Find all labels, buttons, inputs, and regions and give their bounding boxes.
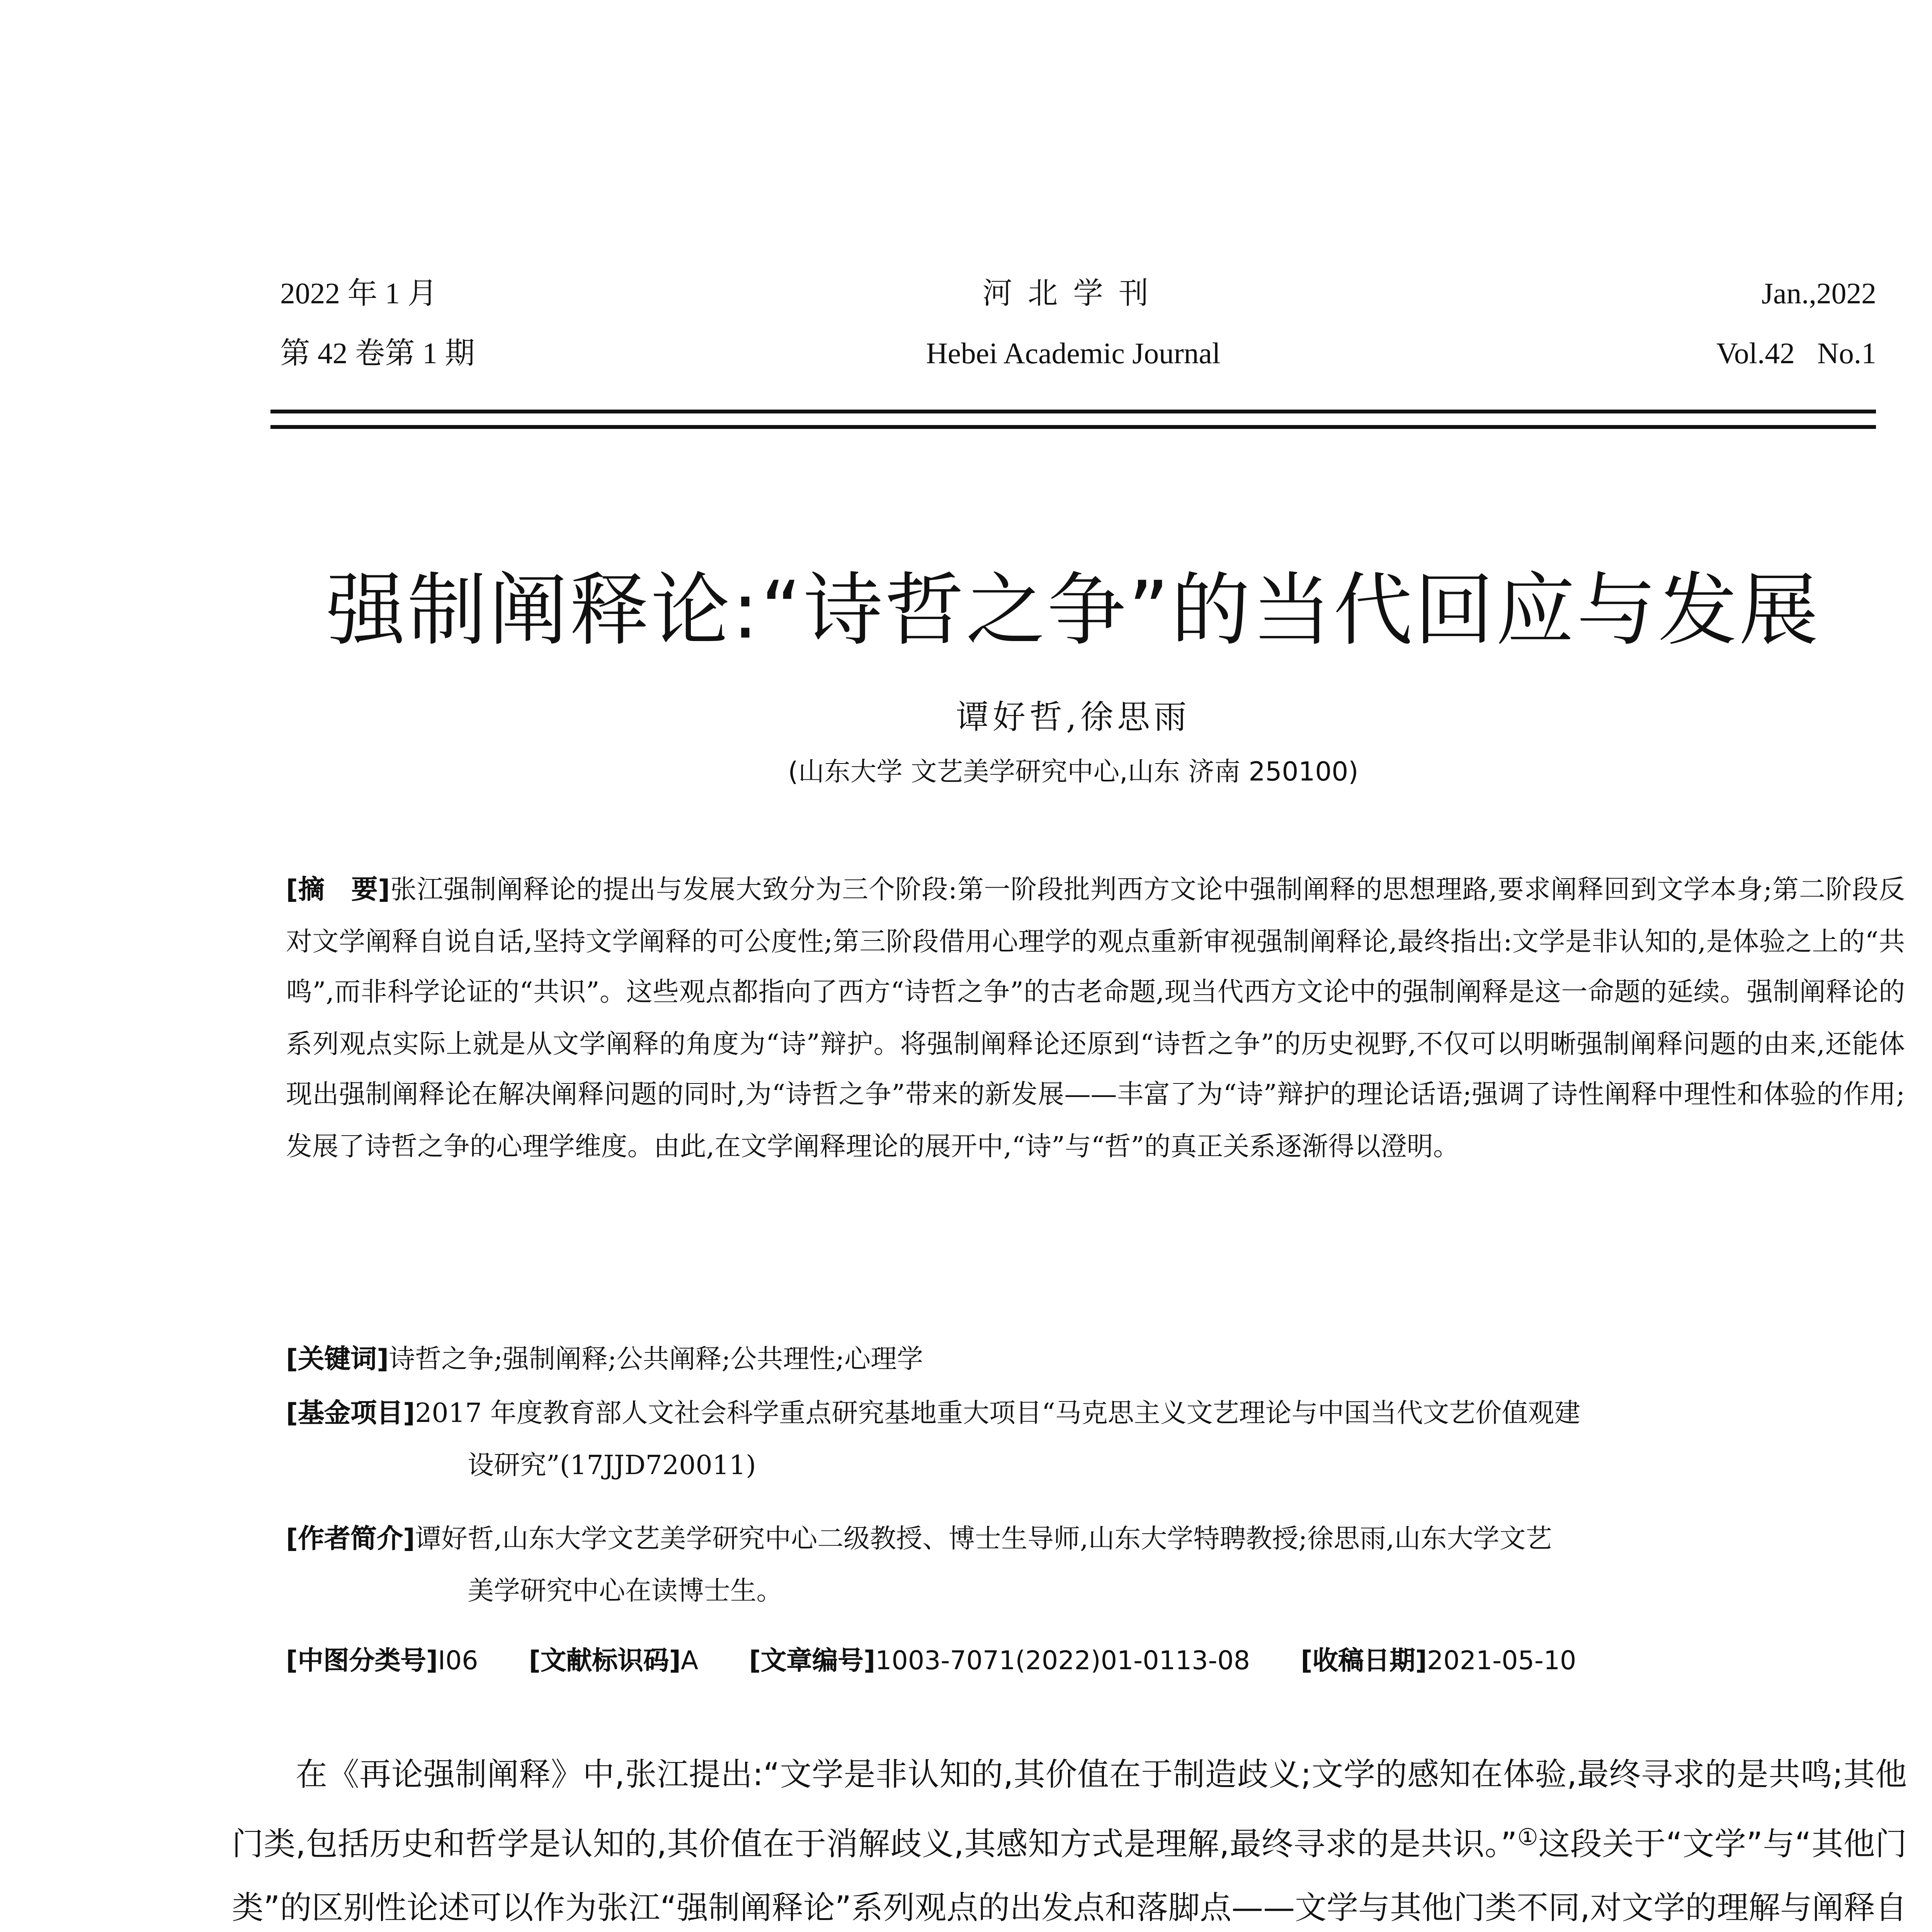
body-text-part1: 在《再论强制阐释》中,张江提出:“文学是非认知的,其价值在于制造歧义;文学的感知在体验,最终寻求的是共鸣;其他门类,包括历史和哲学是认知的,其价值在于消解歧义,其感知方式是理解,最终寻求的是共识。” xyxy=(232,1756,1907,1863)
document-code-value: A xyxy=(680,1648,699,1677)
header-volume: Vol.42 xyxy=(1716,338,1795,371)
article-title: 强制阐释论:“诗哲之争”的当代回应与发展 xyxy=(326,565,1820,658)
abstract xyxy=(286,866,1905,1173)
header-rule-top xyxy=(270,410,1876,413)
article-authors: 谭好哲,徐思雨 xyxy=(956,699,1191,738)
header-journal-en: Hebei Academic Journal xyxy=(926,338,1221,371)
document-code xyxy=(529,1648,699,1677)
header-issue-cn: 第 42 卷第 1 期 xyxy=(280,338,475,371)
document-code-label: [文献标识码] xyxy=(529,1648,681,1677)
received-date-label: [收稿日期] xyxy=(1301,1648,1427,1677)
article-number-label: [文章编号] xyxy=(749,1648,876,1677)
article-affiliation: (山东大学 文艺美学研究中心,山东 济南 250100) xyxy=(788,757,1359,788)
abstract-text: 张江强制阐释论的提出与发展大致分为三个阶段:第一阶段批判西方文论中强制阐释的思想理路,要求阐释回到文学本身;第二阶段反对文学阐释自说自话,坚持文学阐释的可公度性;第三阶段借用心理学的观点重新审视强制阐释论,最终指出:文学是非认知的,是体验之上的“共鸣”,而非科学论证的“共识”。这些观点都指向了西方“诗哲之争”的古老命题,现当代西方文论中的强制阐释是这一命题的延续。强制阐释论的系列观点实际上就是从文学阐释的角度为“诗”辩护。将强制阐释论还原到“诗哲之争”的历史视野,不仅可以明晰强制阐释问题的由来,还能体现出强制阐释论在解决阐释问题的同时,为“诗哲之争”带来的新发展——丰富了为“诗”辩护的理论话语;强调了诗性阐释中理性和体验的作用;发展了诗哲之争的心理学维度。由此,在文学阐释理论的展开中,“诗”与“哲”的真正关系逐渐得以澄明。 xyxy=(286,875,1905,1162)
abstract-label: [摘 要] xyxy=(286,875,390,906)
author-bio xyxy=(286,1515,1905,1617)
body-paragraph xyxy=(232,1745,1907,1932)
clc-label: [中图分类号] xyxy=(286,1648,438,1677)
header-date-en: Jan.,2022 xyxy=(1761,278,1876,311)
keywords-text: 诗哲之争;强制阐释;公共阐释;公共理性;心理学 xyxy=(389,1345,923,1376)
clc-number xyxy=(286,1648,478,1677)
received-date-value: 2021-05-10 xyxy=(1427,1648,1577,1677)
bio-text-line1: 谭好哲,山东大学文艺美学研究中心二级教授、博士生导师,山东大学特聘教授;徐思雨,山东大学文艺 xyxy=(415,1524,1552,1555)
footnote-marker[interactable]: ① xyxy=(1517,1824,1539,1852)
received-date xyxy=(1301,1648,1576,1677)
fund-text-line1: 2017 年度教育部人文社会科学重点研究基地重大项目“马克思主义文艺理论与中国当代文艺价值观建 xyxy=(415,1399,1581,1430)
header-volume-number xyxy=(1716,336,1876,375)
body-text-part2: 这段关于“文学”与“其他门类”的区别性论述可以作为张江“强制阐释论”系列观点的出发点和落脚点——文学与其他门类不同,对文学的理解与阐释自 xyxy=(232,1826,1907,1925)
keywords xyxy=(286,1335,1905,1386)
fund-text-line2: 设研究”(17JJD720011) xyxy=(468,1450,756,1481)
article-number xyxy=(749,1648,1250,1677)
header-date-cn: 2022 年 1 月 xyxy=(280,278,437,311)
header-journal-cn: 河北学刊 xyxy=(982,278,1164,311)
bio-text-line2: 美学研究中心在读博士生。 xyxy=(468,1575,783,1607)
bio-label: [作者简介] xyxy=(286,1524,415,1555)
keywords-label: [关键词] xyxy=(286,1345,389,1376)
header-number: No.1 xyxy=(1817,338,1876,371)
clc-value: I06 xyxy=(438,1648,478,1677)
classification-line xyxy=(286,1638,1905,1690)
article-number-value: 1003-7071(2022)01-0113-08 xyxy=(875,1648,1250,1677)
fund-label: [基金项目] xyxy=(286,1399,415,1430)
header-rule-bottom xyxy=(270,425,1876,428)
fund-project xyxy=(286,1389,1905,1492)
